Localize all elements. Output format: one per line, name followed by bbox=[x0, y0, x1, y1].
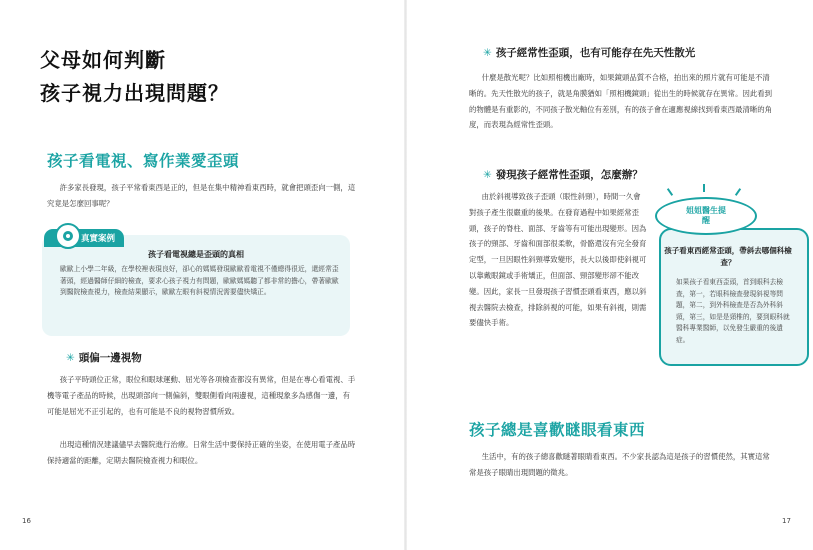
doctor-tip-bubble bbox=[655, 197, 757, 235]
case-study-title: 孩子看電視總是歪頭的真相 bbox=[148, 250, 244, 259]
star-bullet-icon: ✳ bbox=[483, 169, 492, 181]
right-page bbox=[406, 0, 813, 550]
body-paragraph: 什麼是散光呢？比如照相機出廠時，如果鏡頭品質不合格，拍出來的照片就有可能是不清晰的。先天性散光的孩子，就是角膜猶如「照相機鏡頭」從出生的時候就存在異常。因此看到的物體是有重影的，不同孩子散光軸位有差別，有的孩子會在適應視線找到看東西最清晰的角度，而表現為經常性歪頭。 bbox=[469, 73, 773, 130]
subheading-head-tilt bbox=[66, 350, 142, 365]
body-paragraph: 由於斜視導致孩子歪頭（眼性斜頸），時間一久會對孩子產生很嚴重的後果。在發育過程中如果經常歪頭，孩子的脊柱、面部、牙齒等有可能出現變形。因為孩子的頸部、牙齒和面部很柔軟，骨骼還沒有完全發育定型，一旦因眼性斜頸導致變形，長大以後即使斜視可以靠戴眼鏡或手術矯正，但面部、頸部變形卻不能改變。因此，家長一旦發現孩子習慣歪頭看東西，應以斜視去醫院去檢查，排除斜視的可能，如果有斜視，則需要儘快手術。 bbox=[469, 192, 647, 328]
bubble-ray bbox=[703, 184, 705, 192]
page-number: 16 bbox=[22, 517, 31, 525]
star-bullet-icon: ✳ bbox=[66, 352, 75, 364]
section-heading-tilt-head: 孩子看電視、寫作業愛歪頭 bbox=[47, 152, 240, 170]
eye-icon bbox=[55, 223, 81, 249]
subheading-text: 頭偏一邊視物 bbox=[78, 352, 142, 364]
page-title-line-1: 父母如何判斷 bbox=[40, 48, 166, 72]
page-number: 17 bbox=[782, 517, 791, 525]
body-paragraph: 生活中，有的孩子總喜歡瞇著眼睛看東西。不少家長認為這是孩子的習慣使然，其實這常常是孩子眼睛出現問題的徵兆。 bbox=[469, 452, 770, 477]
page-title bbox=[40, 44, 229, 110]
body-paragraph: 出現這種情況建議儘早去醫院進行治療。日常生活中要保持正確的坐姿，在使用電子產品時保持適當的距離，定期去醫院檢查視力和眼位。 bbox=[47, 440, 356, 465]
doctor-tip-text: 如果孩子看東西歪頭，首到眼科去檢查，第一，若眼科檢查發現斜視等問題，第二，到外科檢查是否為外科斜頸，第三，如是是頸椎的，要到眼科就醫科專業醫師，以免發生嚴重的後遺症。 bbox=[676, 278, 790, 344]
left-page bbox=[0, 0, 406, 550]
star-bullet-icon: ✳ bbox=[483, 47, 492, 59]
subheading-what-to-do bbox=[483, 167, 643, 182]
bubble-ray bbox=[667, 188, 673, 196]
case-study-text: 歐歐上小學二年級，在學校裡表現良好，卻心的媽媽發現歐歐看電視不僅總得很近，還經常歪著頭，經過醫師仔細的檢查，要求心孩子視力有問題，歐歐媽媽聽了都非常的擔心，帶著歐歐到醫院檢查視力，檢查結果顯示，歐歐左眼有斜視情況需要儘快矯正。 bbox=[60, 265, 339, 296]
page-title-line-2: 孩子視力出現問題？ bbox=[40, 81, 229, 105]
case-study-label: 真實案例 bbox=[81, 234, 116, 244]
subheading-text: 孩子經常性歪頭，也有可能存在先天性散光 bbox=[495, 47, 696, 59]
doctor-tip-question: 孩子看東西經常歪頭，帶斜去哪個科檢查？ bbox=[664, 246, 792, 267]
intro-paragraph: 許多家長發現，孩子平常看東西是正的，但是在集中精神看東西時，就會把頭歪向一側，這究竟是怎麼回事呢？ bbox=[47, 183, 356, 208]
subheading-congenital-astigmatism bbox=[483, 45, 695, 60]
body-paragraph: 孩子平時頭位正常，眼位和眼球運動、屈光等各項檢查都沒有異常，但是在專心看電視、手機等電子產品的時候，出現頭部向一側偏斜，雙眼側看向兩邊視，這種現象多為感傷一邊，有可能是屈光不正引起的，也有可能是不良的視物習慣所致。 bbox=[47, 375, 356, 416]
doctor-tip-label: 姐姐醫生提醒 bbox=[686, 206, 726, 225]
section-heading-squint: 孩子總是喜歡瞇眼看東西 bbox=[469, 421, 646, 439]
bubble-ray bbox=[735, 188, 741, 196]
subheading-text: 發現孩子經常性歪頭，怎麼辦？ bbox=[495, 169, 643, 181]
